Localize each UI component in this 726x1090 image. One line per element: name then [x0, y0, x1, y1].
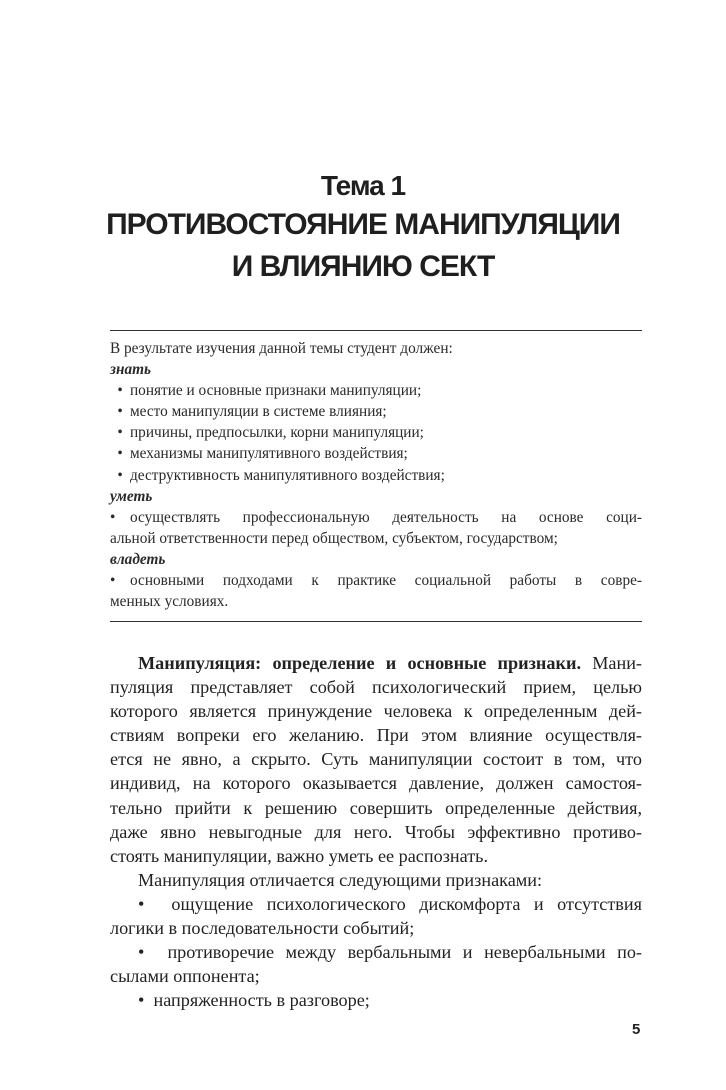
objectives-intro: В результате изучения данной темы студент должен:: [110, 340, 453, 357]
chapter-title-line-2: И ВЛИЯНИЮ СЕКТ: [231, 250, 495, 283]
bullet-icon: •: [117, 382, 123, 400]
bullet-icon: •: [138, 893, 172, 914]
know-item: • деструктивность манипулятивного воздействия;: [110, 465, 642, 486]
paragraph-line: Манипуляция отличается следующими признаками:: [138, 869, 543, 890]
bullet-icon: •: [117, 466, 123, 484]
know-item: • понятие и основные признаки манипуляции;: [110, 380, 642, 401]
bullet-line: • ощущение психологического дискомфорта и отсутствия: [138, 893, 642, 914]
paragraph-line: стоять манипуляции, важно уметь ее распознать.: [110, 845, 489, 866]
able-item-line-2: альной ответственности перед обществом, субъектом, государством;: [110, 529, 558, 547]
bullet-line: логики в последовательности событий;: [110, 918, 415, 939]
paragraph-line: ствиям вопреки его желанию. При этом влияние осуществля-: [110, 725, 642, 746]
bullet-line: • противоречие между вербальными и невербальными по-: [138, 942, 642, 963]
know-label: знать: [110, 361, 151, 379]
paragraph-line: ется не явно, а скрыто. Суть манипуляции состоит в том, что: [110, 749, 642, 770]
know-item: • место манипуляции в системе влияния;: [110, 401, 642, 422]
bullet-icon: •: [117, 424, 123, 442]
paragraph-line: которого является принуждение человека к определенным дей-: [110, 701, 642, 722]
bullet-icon: •: [138, 942, 168, 963]
bullet-icon: •: [117, 445, 123, 463]
bullet-line: • напряженность в разговоре;: [138, 990, 370, 1011]
bullet-icon: •: [138, 990, 154, 1011]
section-title: Манипуляция: определение и основные признаки.: [138, 653, 581, 673]
topic-heading: Тема 1: [320, 170, 406, 201]
know-item: • причины, предпосылки, корни манипуляции;: [110, 422, 642, 443]
bullet-line: сылами оппонента;: [110, 966, 260, 987]
own-item-line-1: • основными подходами к практике социальной работы в совре-: [110, 570, 642, 591]
paragraph-line: тельно прийти к решению совершить определенные действия,: [110, 797, 642, 818]
bullet-icon: •: [110, 508, 116, 526]
paragraph-line: пуляция представляет собой психологический прием, целью: [110, 677, 642, 698]
bullet-icon: •: [117, 403, 123, 421]
paragraph-line: индивид, на которого оказывается давление, должен самостоя-: [110, 773, 642, 794]
learning-objectives-box: [110, 338, 642, 612]
body-text: [110, 651, 642, 1012]
able-label: уметь: [110, 487, 153, 505]
own-item-line-2: менных условиях.: [110, 593, 229, 611]
chapter-title-line-1: ПРОТИВОСТОЯНИЕ МАНИПУЛЯЦИИ: [106, 208, 620, 241]
know-item: • механизмы манипулятивного воздействия;: [110, 443, 642, 464]
objectives-top-rule: [110, 330, 642, 331]
bullet-icon: •: [110, 572, 116, 590]
objectives-bottom-rule: [110, 621, 642, 622]
able-item-line-1: • осуществлять профессиональную деятельность на основе соци-: [110, 507, 642, 528]
page-number: 5: [632, 1021, 641, 1038]
paragraph-line: даже явно невыгодные для него. Чтобы эффективно противо-: [110, 821, 642, 842]
own-label: владеть: [110, 550, 166, 568]
paragraph-line: Манипуляция: определение и основные признаки. Мани-: [138, 653, 642, 673]
